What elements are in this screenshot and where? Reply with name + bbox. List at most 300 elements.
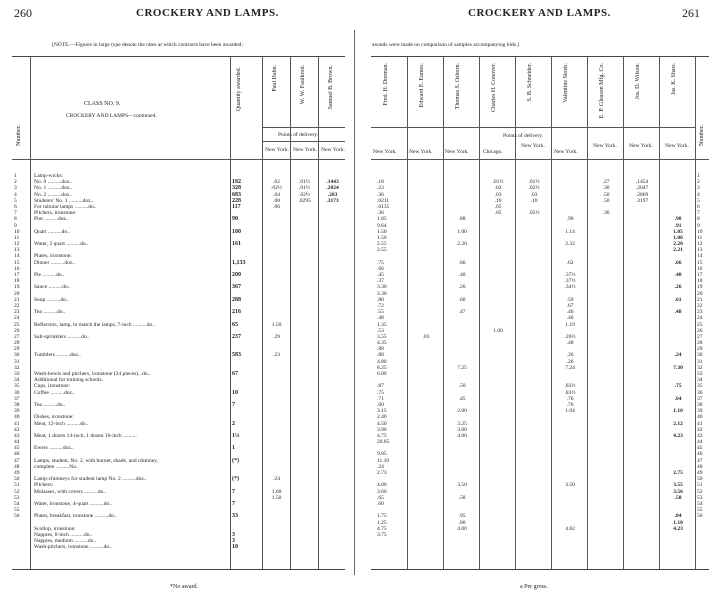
quantity-cell: 67 xyxy=(232,371,238,377)
delivery-conover: Chicago. xyxy=(483,149,503,155)
quantity-cell: 1¼ xyxy=(232,432,240,439)
price-cell: .37½ xyxy=(564,278,576,285)
price-cell xyxy=(483,532,513,538)
row-number: 22 xyxy=(697,302,703,309)
item-description: No. 0 ..........doz.. xyxy=(34,179,73,186)
row-number: 49 xyxy=(697,470,703,476)
delivery-wilson: New York. xyxy=(629,143,653,149)
price-cell: .26½ xyxy=(564,333,576,340)
prices-storts xyxy=(555,173,585,538)
price-cell: 4.23 xyxy=(673,525,683,532)
price-cell: 1.75 xyxy=(377,513,387,520)
quantity-cell: 33 xyxy=(232,513,238,520)
price-cell: .05 xyxy=(494,203,502,210)
quantity-cell: 7 xyxy=(232,401,235,408)
price-cell: 2.40 xyxy=(377,414,387,421)
price-cell: .2024 xyxy=(326,185,339,192)
row-number: 6 xyxy=(697,203,700,210)
item-description: Dinner ..........doz.. xyxy=(34,259,76,266)
row-number: 31 xyxy=(14,358,20,365)
delivery-dorman: New York. xyxy=(373,149,397,155)
row-number: 26 xyxy=(697,327,703,334)
item-description: Sauce ..........do.. xyxy=(34,284,71,291)
row-number: 16 xyxy=(697,265,703,272)
row-number: 45 xyxy=(14,445,20,452)
price-cell: 3.50 xyxy=(565,482,575,489)
prices-hahn xyxy=(264,173,289,550)
price-cell: .60 xyxy=(458,296,466,303)
item-description: Lamp-wicks: xyxy=(34,173,64,179)
prices-osborn xyxy=(447,173,477,538)
price-cell: .50 xyxy=(602,197,610,204)
quantity-cell: 683 xyxy=(232,191,241,198)
row-number: 44 xyxy=(14,439,20,446)
delivery-gleason: New York. xyxy=(593,143,617,149)
price-cell: .24 xyxy=(674,352,682,359)
row-number: 28 xyxy=(697,340,703,347)
table-right xyxy=(371,56,709,570)
item-description: Lamps, student, No. 2, with burner, shade, and chimney, xyxy=(34,457,158,464)
row-number: 21 xyxy=(14,296,20,303)
row-number: 49 xyxy=(14,470,20,476)
price-cell: 7.25 xyxy=(457,364,467,371)
row-number: 34 xyxy=(697,377,703,384)
item-description: Coffee ..........doz.. xyxy=(34,389,75,396)
price-cell: 4.23 xyxy=(673,432,683,439)
row-number: 12 xyxy=(697,241,703,248)
row-number: 27 xyxy=(697,333,703,340)
row-number: 42 xyxy=(697,426,703,433)
price-cell: .10 xyxy=(494,197,502,204)
price-cell: 1.10 xyxy=(673,408,683,415)
bidder-dorman: Fred. H. Dorman. xyxy=(383,63,389,106)
price-cell: 1.50 xyxy=(271,494,282,501)
price-cell: .1454 xyxy=(635,179,649,186)
price-cell: .36 xyxy=(377,191,384,198)
price-cell: .05½ xyxy=(528,210,540,217)
price-cell: 9.64 xyxy=(377,222,387,229)
row-number: 30 xyxy=(14,352,20,359)
price-cell: .48 xyxy=(674,309,682,316)
price-cell: .46 xyxy=(566,315,574,322)
price-cell: 3.15 xyxy=(377,408,387,415)
price-cell: .67 xyxy=(566,302,574,309)
row-number: 25 xyxy=(14,321,20,328)
quantity-cell: 216 xyxy=(232,309,241,316)
price-cell: .76 xyxy=(566,401,574,408)
price-cell xyxy=(663,532,693,538)
note-left: [NOTE.—Figures in large type denote the rates at which contracts have been awarded; xyxy=(52,42,243,48)
row-number: 5 xyxy=(697,197,700,204)
row-number: 29 xyxy=(14,346,20,353)
row-number: 47 xyxy=(697,457,703,464)
row-number: 7 xyxy=(14,210,17,217)
price-cell: 2.00 xyxy=(457,408,467,415)
price-cell: 9.85 xyxy=(377,451,387,458)
price-cell: .40 xyxy=(674,272,682,278)
quantity-cell: 288 xyxy=(232,296,241,303)
bidder-osborn: Thomas S. Osborn. xyxy=(455,63,461,110)
row-number: 15 xyxy=(14,259,20,266)
item-description: Wash-bowls and pitchers, ironstone (24 pieces)...do.. xyxy=(34,371,151,377)
row-number: 42 xyxy=(14,426,20,433)
item-description: Salt-sprinklers ..........do.. xyxy=(34,333,90,340)
row-number: 41 xyxy=(14,420,20,427)
row-number: 38 xyxy=(14,401,20,408)
quantity-cell: 117 xyxy=(232,203,241,210)
price-cell xyxy=(519,532,549,538)
page-title-right: CROCKERY AND LAMPS. xyxy=(468,7,611,19)
bidder-wilson: Jos. D. Wilson. xyxy=(635,63,641,100)
price-cell: .90 xyxy=(566,216,574,223)
row-number: 27 xyxy=(14,333,20,340)
row-number: 39 xyxy=(14,408,20,415)
row-number: 29 xyxy=(697,346,703,353)
price-cell: .02 xyxy=(494,185,502,192)
price-cell: 7.30 xyxy=(673,364,683,371)
row-number: 23 xyxy=(697,309,703,316)
row-number: 43 xyxy=(14,432,20,439)
price-cell xyxy=(320,544,345,550)
row-number: 13 xyxy=(14,247,20,254)
row-number: 2 xyxy=(14,179,17,186)
quantity-cell: 1,133 xyxy=(232,259,246,266)
row-number: 11 xyxy=(697,234,703,241)
price-cell: .72 xyxy=(377,302,384,309)
item-descriptions xyxy=(34,173,229,550)
item-description: Scollop, ironstone: xyxy=(34,525,76,532)
page-number-left: 260 xyxy=(14,6,32,20)
price-cell: .61 xyxy=(674,296,682,303)
price-cell: .48 xyxy=(566,340,574,347)
row-numbers-left xyxy=(14,173,28,520)
row-number: 3 xyxy=(697,185,700,192)
row-number: 54 xyxy=(14,500,20,507)
price-cell: 2.20 xyxy=(673,241,683,248)
row-number: 34 xyxy=(14,377,20,384)
prices-schneider xyxy=(519,173,549,538)
row-number: 3 xyxy=(14,185,17,192)
quantity-cell: 65 xyxy=(232,321,238,328)
row-number: 38 xyxy=(697,401,703,408)
price-cell: 7.24 xyxy=(565,364,575,371)
price-cell: .0295 xyxy=(298,197,311,204)
price-cell xyxy=(555,532,585,538)
price-cell: 3.25 xyxy=(457,420,467,427)
price-cell: 1.50 xyxy=(271,321,282,328)
price-cell: .2869 xyxy=(635,191,649,198)
page-number-right: 261 xyxy=(682,6,700,20)
price-cell: .26 xyxy=(458,284,466,291)
bidder-faulkrod: W. W. Faulkrod. xyxy=(300,65,306,105)
quantity-cell: 367 xyxy=(232,284,241,291)
price-cell: .60 xyxy=(377,401,384,408)
row-number: 48 xyxy=(14,463,20,470)
price-cell: 1.35 xyxy=(377,321,387,328)
item-description: No. 2 ..........doz.. xyxy=(34,191,73,198)
item-description: Pitchers: xyxy=(34,482,54,489)
price-cell: 4.80 xyxy=(377,358,387,365)
item-description: Cups, ironstone: xyxy=(34,383,71,390)
price-cell: .3173 xyxy=(326,197,339,204)
price-cell: .05 xyxy=(494,210,502,217)
row-number: 23 xyxy=(14,309,20,316)
prices-brown xyxy=(320,173,345,550)
price-cell: .66 xyxy=(458,259,466,266)
price-cell: .50 xyxy=(458,383,466,390)
delivery-schneider: New York. xyxy=(521,143,545,149)
price-cell: .26 xyxy=(674,284,682,291)
row-number: 2 xyxy=(697,179,700,186)
quantities-awarded xyxy=(232,173,261,550)
price-cell: 3.30 xyxy=(377,290,387,297)
row-number: 10 xyxy=(14,228,20,235)
price-cell: 2.21 xyxy=(673,247,683,254)
row-number: 35 xyxy=(697,383,703,390)
price-cell: .71 xyxy=(377,395,384,402)
row-number: 8 xyxy=(14,216,17,223)
price-cell: .24 xyxy=(273,476,280,483)
price-cell: .66 xyxy=(674,259,682,266)
row-number: 56 xyxy=(14,513,20,520)
price-cell: .53 xyxy=(377,327,384,334)
price-cell: .0211 xyxy=(377,197,390,204)
row-number: 18 xyxy=(697,278,703,285)
price-cell: .60 xyxy=(377,500,384,507)
row-number: 24 xyxy=(697,315,703,322)
item-description: Pint ..........doz.. xyxy=(34,216,69,223)
price-cell: .76 xyxy=(566,395,574,402)
item-description: Students' No. 1 ..........doz.. xyxy=(34,197,94,204)
delivery-brown: New York. xyxy=(321,147,345,153)
price-cell: .02 xyxy=(273,179,280,186)
price-cell: .80 xyxy=(458,519,466,526)
row-number: 26 xyxy=(14,327,20,334)
page-title-left: CROCKERY AND LAMPS. xyxy=(136,7,279,19)
price-cell: 2.55 xyxy=(377,247,387,254)
price-cell: .18 xyxy=(377,179,384,186)
item-description: Meat, 12-inch ..........do.. xyxy=(34,420,89,427)
row-number: 25 xyxy=(697,321,703,328)
price-cell: .2047 xyxy=(635,185,649,192)
item-description: Molasses, with covers ..........do.. xyxy=(34,488,107,495)
price-cell: 2.20 xyxy=(457,241,467,248)
price-cell: 1.85 xyxy=(377,216,387,223)
price-cell: .06 xyxy=(273,203,280,210)
item-description: Tea ..........do.. xyxy=(34,401,66,408)
quantity-cell: 182 xyxy=(232,179,241,186)
price-cell: .83 xyxy=(422,333,430,340)
row-number: 5 xyxy=(14,197,17,204)
price-cell: .08 xyxy=(273,197,280,204)
item-description: Lamp-chimneys for student lamp No. 2 ..........doz.. xyxy=(34,476,147,483)
price-cell: .1443 xyxy=(326,179,339,186)
row-number: 43 xyxy=(697,432,703,439)
price-cell: .75 xyxy=(377,259,384,266)
item-description: Plates, breakfast, ironstone ..........do.. xyxy=(34,513,117,520)
row-number: 16 xyxy=(14,265,20,272)
quantity-cell: (*) xyxy=(232,457,239,464)
row-number: 20 xyxy=(14,290,20,297)
row-number: 14 xyxy=(697,253,703,260)
price-cell xyxy=(591,532,621,538)
price-cell: 1.19 xyxy=(565,321,575,328)
quantity-cell: 583 xyxy=(232,352,241,359)
price-cell: 1.00 xyxy=(493,327,503,334)
row-number: 13 xyxy=(697,247,703,254)
price-cell: .83½ xyxy=(564,389,576,396)
delivery-storts: New York. xyxy=(554,149,578,155)
price-cell: 1.50 xyxy=(377,234,387,241)
row-number: 12 xyxy=(14,241,20,248)
price-cell: 3.75 xyxy=(377,531,387,538)
prices-dorman xyxy=(377,173,406,538)
price-cell: .01½ xyxy=(528,179,540,186)
price-cell: 3.55 xyxy=(377,333,387,340)
price-cell: .01½ xyxy=(492,179,504,186)
row-number: 33 xyxy=(697,371,703,377)
price-cell: .84 xyxy=(674,513,682,520)
price-cell: .45 xyxy=(377,272,384,278)
bidder-hahn: Paul Hahn. xyxy=(272,65,278,92)
row-number: 48 xyxy=(697,463,703,470)
price-cell: 2.75 xyxy=(673,470,683,476)
price-cell: 1.14 xyxy=(565,228,575,235)
row-number: 19 xyxy=(697,284,703,291)
note-right: awards were made on comparison of samples accompanying bids.] xyxy=(372,42,520,48)
row-number: 37 xyxy=(697,395,703,402)
delivery-shaw: New York. xyxy=(665,143,689,149)
quantity-header: Quantity awarded. xyxy=(236,67,242,112)
delivery-osborn: New York. xyxy=(445,149,469,155)
quantity-cell: 200 xyxy=(232,272,241,278)
row-number: 6 xyxy=(14,203,17,210)
prices-wilson xyxy=(627,173,657,538)
row-number: 53 xyxy=(697,494,703,501)
price-cell xyxy=(411,532,441,538)
item-description: Tumblers ..........doz.. xyxy=(34,352,81,359)
price-cell: 3.56 xyxy=(673,488,683,495)
row-number: 14 xyxy=(14,253,20,260)
price-cell: .80 xyxy=(377,352,384,359)
price-cell: .0135 xyxy=(377,203,390,210)
bidder-conover: Charles H. Conover. xyxy=(491,63,497,112)
row-number: 47 xyxy=(14,457,20,464)
number-header: Number. xyxy=(16,125,22,146)
row-number: 4 xyxy=(14,191,17,198)
item-description: Tea ..........do.. xyxy=(34,309,66,316)
price-cell: .01½ xyxy=(299,185,310,192)
price-cell: .55 xyxy=(377,309,384,316)
row-number: 40 xyxy=(697,414,703,421)
row-number: 53 xyxy=(14,494,20,501)
item-description: Pie ..........do.. xyxy=(34,272,65,278)
row-number: 45 xyxy=(697,445,703,452)
bidder-schneider: S. B. Schneider. xyxy=(527,63,533,102)
row-number: 44 xyxy=(697,439,703,446)
footnote-left: *No award. xyxy=(170,584,198,590)
row-number: 21 xyxy=(697,296,703,303)
prices-shaw xyxy=(663,173,693,538)
row-number: 32 xyxy=(697,364,703,371)
row-number: 41 xyxy=(697,420,703,427)
price-cell: .26 xyxy=(566,358,574,365)
price-cell: .65 xyxy=(377,494,384,501)
price-cell: .3197 xyxy=(635,197,649,204)
delivery-eames: New York. xyxy=(409,149,433,155)
price-cell: .75 xyxy=(377,389,384,396)
prices-faulkrod xyxy=(292,173,317,550)
price-cell: 4.00 xyxy=(457,525,467,532)
bidder-eames: Edward E. Eames. xyxy=(419,63,425,108)
quantity-cell: 1 xyxy=(232,445,235,452)
row-number: 8 xyxy=(697,216,700,223)
points-of-delivery-right: Points of delivery. xyxy=(503,133,544,139)
price-cell: 1.10 xyxy=(673,519,683,526)
price-cell: .47 xyxy=(458,309,466,316)
row-number: 40 xyxy=(14,414,20,421)
footnote-right: a Per gross. xyxy=(520,584,548,590)
price-cell: 8.25 xyxy=(377,364,387,371)
price-cell: 3.90 xyxy=(377,426,387,433)
row-number: 36 xyxy=(14,389,20,396)
item-description: Pitchers, ironstone: xyxy=(34,210,77,217)
price-cell: .91 xyxy=(674,222,682,229)
row-number: 1 xyxy=(14,173,17,179)
row-number: 51 xyxy=(697,482,703,489)
row-number: 52 xyxy=(14,488,20,495)
delivery-hahn: New York. xyxy=(265,147,289,153)
item-description: Soup ..........do.. xyxy=(34,296,69,303)
item-description: Plates, ironstone: xyxy=(34,253,72,260)
price-cell: .40 xyxy=(458,272,466,278)
price-cell: .58 xyxy=(674,494,682,501)
row-number: 20 xyxy=(697,290,703,297)
price-cell: .36 xyxy=(602,210,610,217)
price-cell: .02½ xyxy=(299,191,310,198)
price-cell: .87 xyxy=(377,383,384,390)
price-cell: .34½ xyxy=(564,284,576,291)
row-number: 56 xyxy=(697,513,703,520)
quantity-cell: 161 xyxy=(232,241,241,248)
row-number: 19 xyxy=(14,284,20,291)
quantity-cell: 2 xyxy=(232,420,235,427)
price-cell: 2.32 xyxy=(565,241,575,248)
price-cell: .26 xyxy=(566,352,574,359)
price-cell: .30 xyxy=(602,185,610,192)
price-cell: 4.75 xyxy=(377,525,387,532)
quantity-cell: 3 xyxy=(232,531,235,538)
item-description: No. 1 ..........doz.. xyxy=(34,185,73,192)
row-number: 11 xyxy=(14,234,20,241)
item-description: Wash-pitchers, ironstone ..........do.. xyxy=(34,544,112,551)
row-number: 36 xyxy=(697,389,703,396)
price-cell: .37 xyxy=(377,278,384,285)
row-number: 7 xyxy=(697,210,700,217)
row-number: 55 xyxy=(14,507,20,514)
row-number: 35 xyxy=(14,383,20,390)
price-cell: .88 xyxy=(377,346,384,353)
quantity-cell: 10 xyxy=(232,544,238,551)
price-cell: .24 xyxy=(377,463,384,470)
price-cell: .03 xyxy=(530,191,538,198)
quantity-cell: 7 xyxy=(232,500,235,507)
price-cell: .62 xyxy=(566,259,574,266)
price-cell: 1.25 xyxy=(377,519,387,526)
row-number: 54 xyxy=(697,500,703,507)
price-cell: .27 xyxy=(602,179,610,186)
row-number: 18 xyxy=(14,278,20,285)
